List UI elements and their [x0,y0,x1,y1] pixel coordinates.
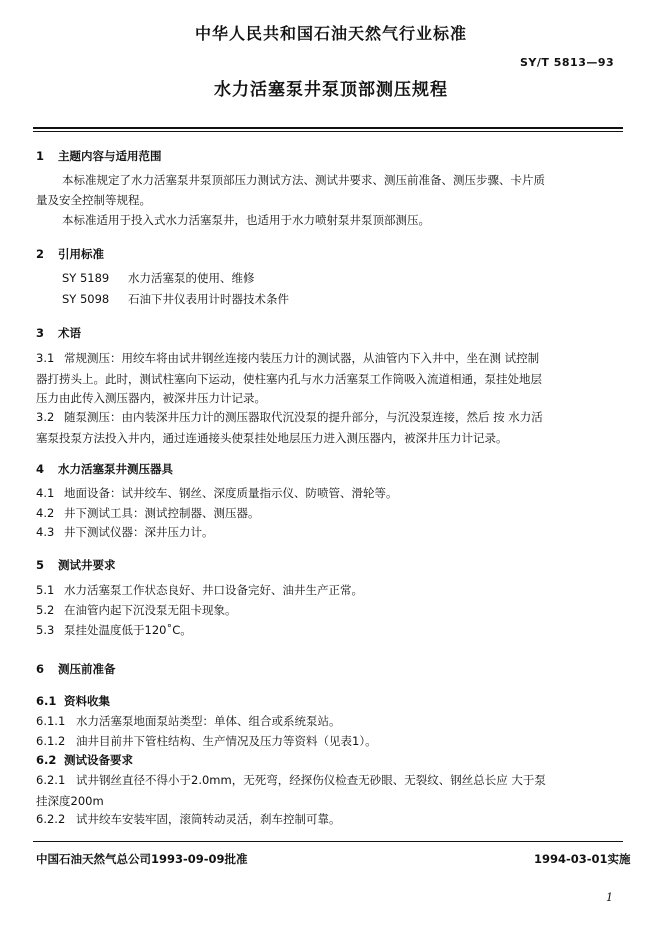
clause-text: 水力活塞泵地面泵站类型：单体、组合或系统泵站。 [76,714,341,728]
section-3-heading [36,325,81,341]
clause-6-1-2 [36,733,377,749]
reference-text: 水力活塞泵的使用、维修 [128,271,255,285]
section-1-heading [36,148,162,164]
clause-number: 4.2 [36,506,55,520]
clause-number: 6.1.1 [36,714,66,728]
paragraph-line: 本标准适用于投入式水力活塞泵井，也适用于水力喷射泵井泵顶部测压。 [62,213,430,227]
clause-number: 4.1 [36,486,55,500]
header-rule-thin [33,131,623,132]
clause-text: 井下测试仪器：深井压力计。 [64,525,214,539]
section-number: 2 [36,247,45,261]
paragraph-line: 本标准规定了水力活塞泵井泵顶部压力测试方法、测试井要求、测压前准备、测压步骤、卡片质 [62,173,545,187]
clause-number: 4.3 [36,525,55,539]
section-title: 测压前准备 [58,662,116,676]
section-number: 1 [36,149,45,163]
clause-6-1 [36,693,110,709]
paragraph-line: 塞泵投泵方法投入井内，通过连通接头使泵挂处地层压力进入测压器内，被深井压力计记录。 [36,431,508,445]
paragraph-line: 压力由此传入测压器内，被深井压力计记录。 [36,391,266,405]
clause-text: 随泵测压：由内装深井压力计的测压器取代沉没泵的提升部分，与沉没泵连接，然后 按 水力活 [64,410,543,424]
reference-code: SY 5189 [62,271,110,285]
clause-number: 6.2.2 [36,812,66,826]
standard-category-title: 中华人民共和国石油天然气行业标准 [194,24,467,43]
clause-number: 5.3 [36,623,55,637]
clause-5-2 [36,602,237,618]
clause-text: 试井钢丝直径不得小于2.0mm，无死弯，经探伤仪检查无砂眼、无裂纹、钢丝总长应 大于泵 [76,773,546,787]
clause-number: 6.1 [36,694,57,708]
section-2-heading [36,246,104,262]
document-title: 水力活塞泵井泵顶部测压规程 [214,80,448,100]
clause-text: 试井绞车安装牢固，滚筒转动灵活，刹车控制可靠。 [76,812,341,826]
clause-6-2-1 [36,772,546,788]
clause-number: 3.1 [36,351,55,365]
clause-3-2 [36,409,543,425]
section-title: 术语 [58,326,81,340]
paragraph-line: 器打捞头上。此时，测试柱塞向下运动，使柱塞内孔与水力活塞泵工作筒吸入流道相通，泵挂处地层 [36,372,542,386]
clause-number: 6.2.1 [36,773,66,787]
clause-4-3 [36,524,214,540]
paragraph-line: 挂深度200m [36,794,104,808]
clause-number: 5.2 [36,603,55,617]
clause-6-1-1 [36,713,341,729]
approval-date: 中国石油天然气总公司1993-09-09批准 [36,852,248,866]
clause-5-3 [36,622,192,638]
section-5-heading [36,557,116,573]
clause-number: 5.1 [36,583,55,597]
section-number: 3 [36,326,45,340]
clause-text: 地面设备：试井绞车、钢丝、深度质量指示仪、防喷管、滑轮等。 [64,486,398,500]
paragraph-line: 量及安全控制等规程。 [36,193,151,207]
reference-code: SY 5098 [62,292,110,306]
header-rule [33,127,623,129]
clause-text: 常规测压：用绞车将由试井钢丝连接内装压力计的测试器，从油管内下入井中，坐在测 试控制 [64,351,540,365]
clause-text: 泵挂处温度低于120˚C。 [64,623,192,637]
standard-number: SY/T 5813—93 [520,56,615,69]
section-4-heading [36,461,173,477]
reference-item [62,270,255,286]
reference-item [62,291,289,307]
clause-text: 油井目前井下管柱结构、生产情况及压力等资料（见表1）。 [76,734,377,748]
section-number: 4 [36,462,45,476]
clause-title: 测试设备要求 [64,753,133,767]
section-number: 6 [36,662,45,676]
footer-rule [33,841,623,842]
clause-6-2-2 [36,811,341,827]
reference-text: 石油下井仪表用计时器技术条件 [128,292,289,306]
clause-4-2 [36,505,260,521]
section-number: 5 [36,558,45,572]
clause-text: 水力活塞泵工作状态良好、井口设备完好、油井生产正常。 [64,583,363,597]
clause-number: 6.2 [36,753,57,767]
section-6-heading [36,661,116,677]
clause-number: 6.1.2 [36,734,66,748]
clause-title: 资料收集 [64,694,110,708]
section-title: 测试井要求 [58,558,116,572]
clause-text: 井下测试工具：测试控制器、测压器。 [64,506,260,520]
section-title: 主题内容与适用范围 [58,149,162,163]
effective-date: 1994-03-01实施 [534,852,631,866]
clause-3-1 [36,350,539,366]
clause-number: 3.2 [36,410,55,424]
clause-6-2 [36,752,133,768]
clause-text: 在油管内起下沉没泵无阻卡现象。 [64,603,237,617]
section-title: 水力活塞泵井测压器具 [58,462,173,476]
clause-5-1 [36,582,363,598]
section-title: 引用标准 [58,247,104,261]
page-number: 1 [606,891,613,904]
clause-4-1 [36,485,398,501]
